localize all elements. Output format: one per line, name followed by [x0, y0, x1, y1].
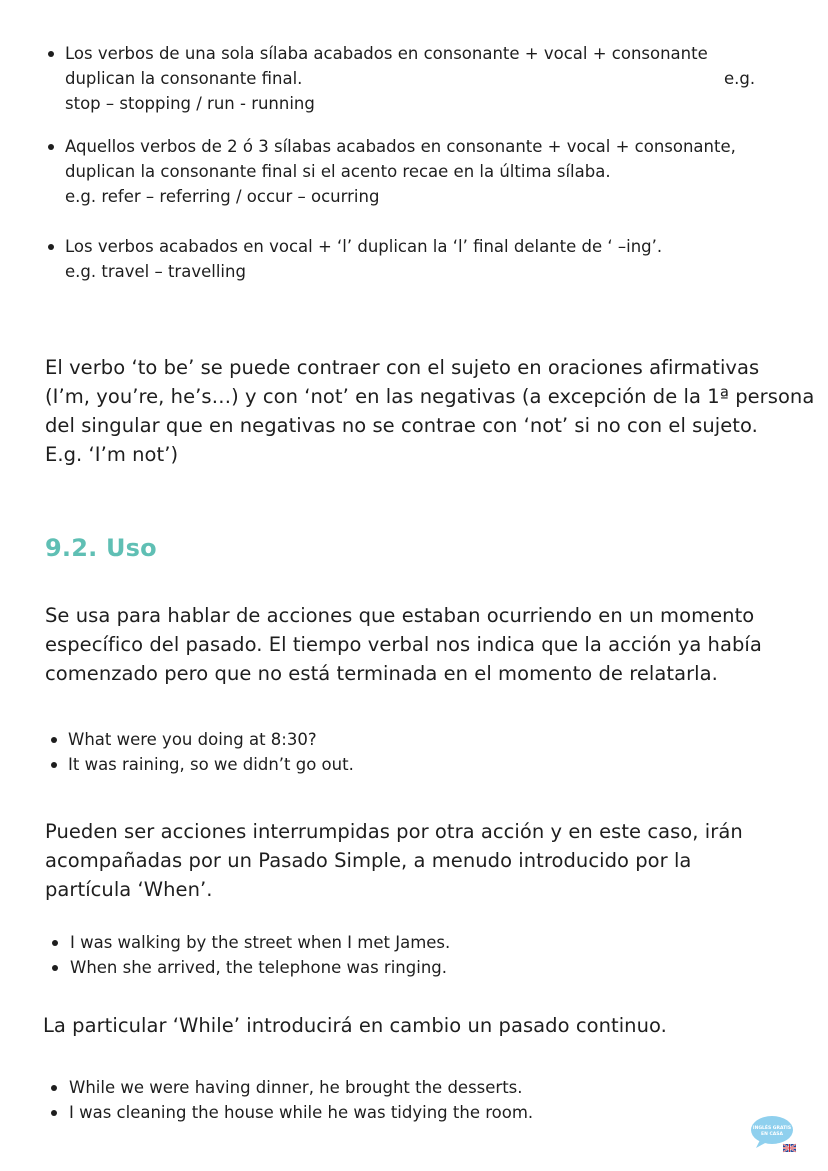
paragraph-line: comenzado pero que no está terminada en el momento de relatarla.	[45, 662, 718, 685]
while-paragraph: La particular ‘While’ introducirá en cambio un pasado continuo.	[43, 1014, 667, 1037]
bullet-icon	[51, 737, 57, 743]
paragraph-line: El verbo ‘to be’ se puede contraer con el sujeto en oraciones afirmativas	[45, 356, 760, 379]
bullet-icon	[48, 144, 54, 150]
uk-flag-icon	[783, 1144, 796, 1152]
logo-line-1: INGLÉS GRATIS	[752, 1126, 792, 1131]
paragraph-line: Se usa para hablar de acciones que estaban ocurriendo en un momento	[45, 604, 755, 627]
paragraph-line: específico del pasado. El tiempo verbal nos indica que la acción ya había	[45, 633, 762, 656]
paragraph-line: del singular que en negativas no se contrae con ‘not’ si no con el sujeto.	[45, 414, 758, 437]
bullet-icon	[51, 1110, 57, 1116]
paragraph-line: Pueden ser acciones interrumpidas por otra acción y en este caso, irán	[45, 820, 743, 843]
logo	[750, 1114, 798, 1154]
bullet-icon	[48, 51, 54, 57]
paragraph-line: acompañadas por un Pasado Simple, a menudo introducido por la	[45, 849, 692, 872]
list-item: When she arrived, the telephone was ringing.	[70, 958, 447, 977]
bullet-icon	[52, 940, 58, 946]
rule-1-line-1: Los verbos de una sola sílaba acabados en consonante + vocal + consonante	[65, 44, 708, 63]
bullet-icon	[52, 965, 58, 971]
rule-2-line-2: duplican la consonante final si el acento recae en la última sílaba.	[65, 162, 611, 181]
list-item: It was raining, so we didn’t go out.	[68, 755, 354, 774]
bullet-icon	[48, 244, 54, 250]
list-item: While we were having dinner, he brought the desserts.	[69, 1078, 523, 1097]
bullet-icon	[51, 762, 57, 768]
section-heading: 9.2. Uso	[45, 534, 157, 562]
list-item: I was walking by the street when I met James.	[70, 933, 451, 952]
rule-3-line-2: e.g. travel – travelling	[65, 262, 246, 281]
rule-1-eg: e.g.	[724, 69, 756, 88]
list-item: I was cleaning the house while he was tidying the room.	[69, 1103, 534, 1122]
paragraph-line: partícula ‘When’.	[45, 878, 213, 901]
rule-1-line-2: duplican la consonante final.	[65, 69, 303, 88]
list-item: What were you doing at 8:30?	[68, 730, 317, 749]
bullet-icon	[51, 1085, 57, 1091]
rule-2-line-3: e.g. refer – referring / occur – ocurring	[65, 187, 380, 206]
paragraph-line: (I’m, you’re, he’s…) y con ‘not’ en las negativas (a excepción de la 1ª persona	[45, 385, 815, 408]
speech-bubble-logo-icon	[750, 1114, 798, 1154]
logo-line-2: EN CASA	[761, 1132, 783, 1137]
rule-3-line-1: Los verbos acabados en vocal + ‘l’ duplican la ‘l’ final delante de ‘ –ing’.	[65, 237, 663, 256]
rule-2-line-1: Aquellos verbos de 2 ó 3 sílabas acabados en consonante + vocal + consonante,	[65, 137, 736, 156]
paragraph-line: E.g. ‘I’m not’)	[45, 443, 179, 466]
rule-1-line-3: stop – stopping / run - running	[65, 94, 315, 113]
